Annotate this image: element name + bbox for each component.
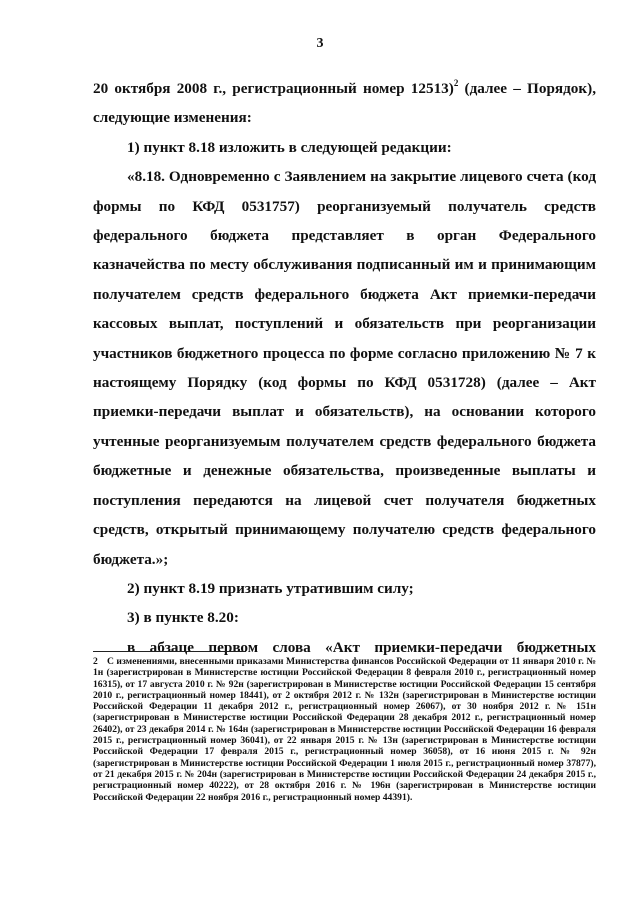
paragraph-text: 20 октября 2008 г., регистрационный номер 12513) <box>93 80 454 97</box>
paragraph-item-1: 1) пункт 8.18 изложить в следующей редакции: <box>127 138 452 156</box>
paragraph-abzac: в абзаце первом слова «Акт приемки-передачи бюджетных <box>127 638 596 656</box>
footnote <box>93 656 596 803</box>
footnote-text: С изменениями, внесенными приказами Министерства финансов Российской Федерации от 11 января 2010 г. № 1н (зарегистрирован в Министерстве юстиции Российской Федерации 8 февраля 2010 г., регистрационный номер 16315), от 17 августа 2010 г. № 92н (зарегистрирован в Министерстве юстиции Российской Федерации 15 сентября 2010 г., регистрационный номер 18441), от 2 октября 2012 г. № 132н (зарегистрирован в Министерстве юстиции Российской Федерации 11 декабря 2012 г., регистрационный номер 26067), от 30 ноября 2012 г. № 151н (зарегистрирован в Министерстве юстиции Российской Федерации 28 декабря 2012 г., регистрационный номер 26402), от 23 декабря 2014 г. № 164н (зарегистрирован в Министерстве юстиции Российской Федерации 16 февраля 2015 г., регистрационный номер 36041), от 22 января 2015 г. № 13н (зарегистрирован в Министерстве юстиции Российской Федерации 17 февраля 2015 г., регистрационный номер 36058), от 16 июня 2015 г. № 92н (зарегистрирован в Министерстве юстиции Российской Федерации 1 июля 2015 г., регистрационный номер 37877), от 21 декабря 2015 г. № 204н (зарегистрирован в Министерстве юстиции Российской Федерации 24 декабря 2015 г., регистрационный номер 40222), от 28 октября 2016 г. № 196н (зарегистрирован в Министерстве юстиции Российской Федерации 22 ноября 2016 г., регистрационный номер 44391). <box>93 656 596 803</box>
document-body <box>93 74 596 662</box>
footnote-reference: 2 <box>453 78 459 88</box>
paragraph-item-2: 2) пункт 8.19 признать утратившим силу; <box>127 579 414 597</box>
paragraph-quoted-8-18: «8.18. Одновременно с Заявлением на закрытие лицевого счета (код формы по КФД 0531757) реорганизуемый получатель средств федерального бюджета представляет в орган Федерального казначейства по месту обслуживания подписанный им и принимающим получателем средств федерального бюджета Акт приемки-передачи кассовых выплат, поступлений и обязательств при реорганизации участников бюджетного процесса по форме согласно приложению № 7 к настоящему Порядку (код формы по КФД 0531728) (далее – Акт приемки-передачи выплат и обязательств), на основании которого учтенные реорганизуемым получателем средств федерального бюджета бюджетные и денежные обязательства, произведенные выплаты и поступления передаются на лицевой счет получателя бюджетных средств, открытый принимающему получателю средств федерального бюджета.»; <box>93 168 596 568</box>
footnote-mark: 2 <box>93 656 98 667</box>
paragraph-text: (далее – Порядок), следующие изменения: <box>93 80 596 127</box>
paragraph-continuation <box>93 74 596 133</box>
paragraph-item-3: 3) в пункте 8.20: <box>127 609 239 627</box>
footnote-separator <box>93 651 246 652</box>
page-number: 3 <box>316 36 324 51</box>
